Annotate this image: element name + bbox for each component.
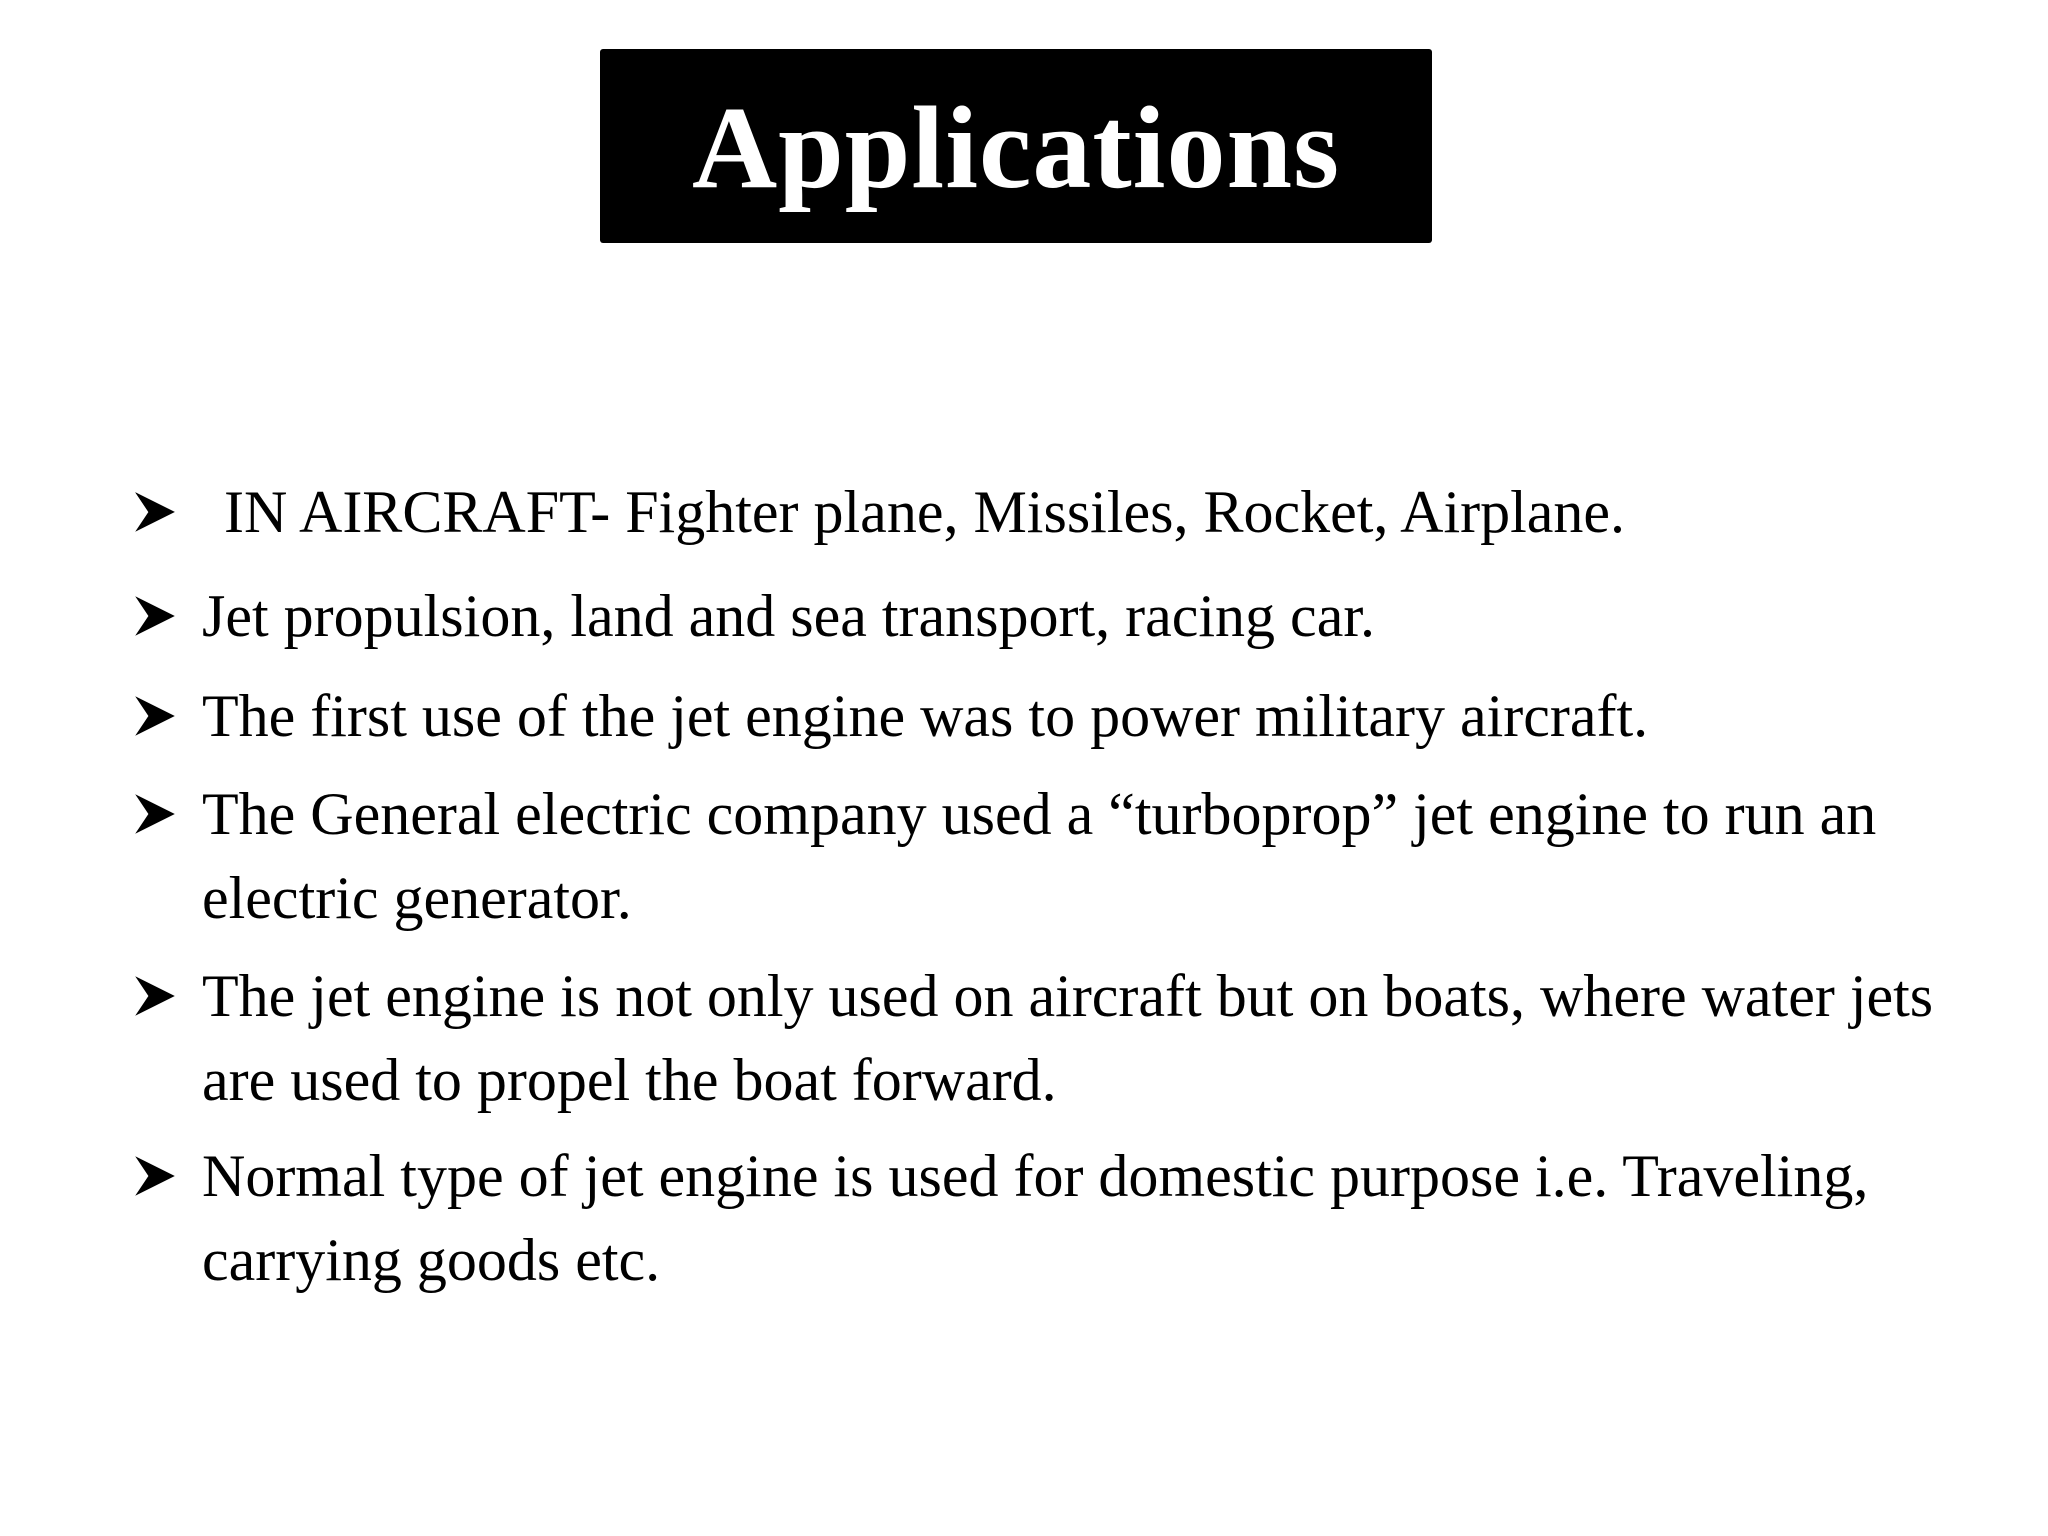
bullet-text: The jet engine is not only used on aircraft but on boats, where water jets are used to propel the boat forward. (202, 963, 1949, 1113)
arrow-bullet-icon (130, 1134, 180, 1218)
arrow-bullet-icon (130, 954, 180, 1038)
title-banner (600, 49, 1432, 243)
arrow-bullet-icon (130, 772, 180, 856)
page-title: Applications (691, 82, 1341, 213)
bullet-text: IN AIRCRAFT- Fighter plane, Missiles, Rocket, Airplane. (224, 479, 1626, 545)
list-item (130, 574, 1990, 658)
arrow-bullet-icon (130, 574, 180, 658)
arrow-bullet-icon (130, 674, 180, 758)
list-item (130, 674, 1990, 758)
bullet-text: Normal type of jet engine is used for domestic purpose i.e. Traveling, carrying goods etc. (202, 1143, 1884, 1293)
list-item (130, 470, 1990, 554)
bullet-text: Jet propulsion, land and sea transport, racing car. (202, 583, 1375, 649)
list-item (130, 1134, 1990, 1302)
list-item (130, 954, 1990, 1122)
list-item (130, 772, 1990, 940)
bullet-text: The General electric company used a “turboprop” jet engine to run an electric generator. (202, 781, 1892, 931)
bullet-text: The first use of the jet engine was to power military aircraft. (202, 683, 1649, 749)
arrow-bullet-icon (130, 470, 180, 554)
